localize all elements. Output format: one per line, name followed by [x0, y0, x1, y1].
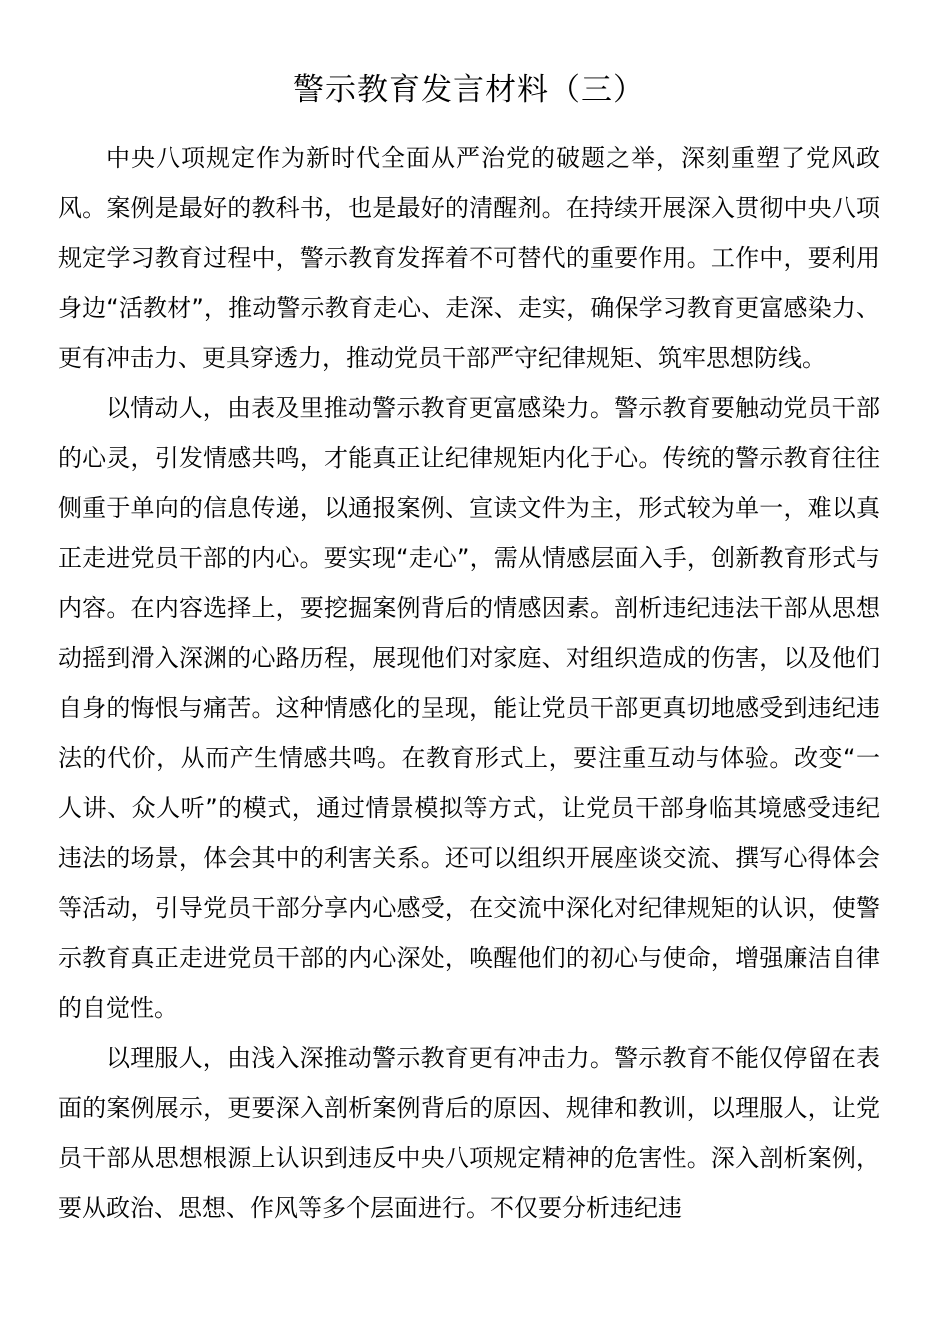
document-title: 警示教育发言材料（三） — [293, 72, 645, 108]
paragraph-reason: 以理服人，由浅入深推动警示教育更有冲击力。警示教育不能仅停留在表面的案例展示，更要深入剖析案例背后的原因、规律和教训，以理服人，让党员干部从思想根源上认识到违反中央八项规定精神的危害性。深入剖析案例，要从政治、思想、作风等多个层面进行。不仅要分析违纪违 — [58, 1044, 880, 1222]
paragraph-emotion: 以情动人，由表及里推动警示教育更富感染力。警示教育要触动党员干部的心灵，引发情感共鸣，才能真正让纪律规矩内化于心。传统的警示教育往往侧重于单向的信息传递，以通报案例、宣读文件为主，形式较为单一，难以真正走进党员干部的内心。要实现“走心”，需从情感层面入手，创新教育形式与内容。在内容选择上，要挖掘案例背后的情感因素。剖析违纪违法干部从思想动摇到滑入深渊的心路历程，展现他们对家庭、对组织造成的伤害，以及他们自身的悔恨与痛苦。这种情感化的呈现，能让党员干部更真切地感受到违纪违法的代价，从而产生情感共鸣。在教育形式上，要注重互动与体验。改变“一人讲、众人听”的模式，通过情景模拟等方式，让党员干部身临其境感受违纪违法的场景，体会其中的利害关系。还可以组织开展座谈交流、撰写心得体会等活动，引导党员干部分享内心感受，在交流中深化对纪律规矩的认识，使警示教育真正走进党员干部的内心深处，唤醒他们的初心与使命，增强廉洁自律的自觉性。 — [58, 394, 880, 1022]
paragraph-intro: 中央八项规定作为新时代全面从严治党的破题之举，深刻重塑了党风政风。案例是最好的教科书，也是最好的清醒剂。在持续开展深入贯彻中央八项规定学习教育过程中，警示教育发挥着不可替代的重要作用。工作中，要利用身边“活教材”，推动警示教育走心、走深、走实，确保学习教育更富感染力、更有冲击力、更具穿透力，推动党员干部严守纪律规矩、筑牢思想防线。 — [58, 144, 880, 372]
document-body — [58, 133, 880, 1233]
